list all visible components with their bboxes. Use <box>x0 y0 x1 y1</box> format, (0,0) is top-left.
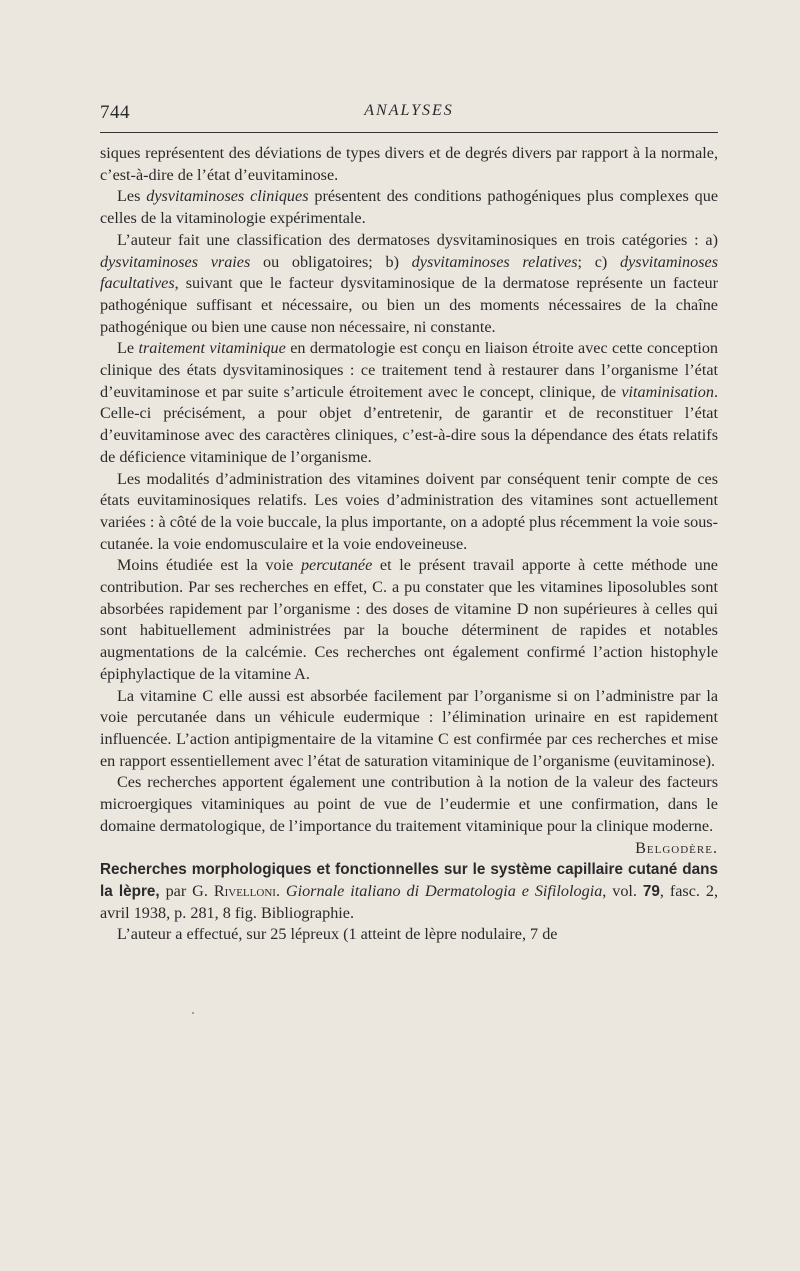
italic-term: vitaminisation <box>621 382 714 401</box>
italic-term: dysvitaminoses vraies <box>100 252 251 271</box>
review-rest: , fasc. 2, avril 1938, p. 281, 8 fig. Bibliographie. <box>100 881 719 922</box>
paragraphs <box>100 143 718 838</box>
text-run: Ces recherches apportent également une contribution à la notion de la valeur des facteurs microergiques vitaminiques au point de vue de l’eudermie et une confirmation, dans le domaine dermatologique, de l’importance du traitement vitaminique pour la clinique moderne. <box>100 773 718 835</box>
text-run: en dermatologie est conçu en liaison étroite avec cette conception clinique des états dysvitaminosiques : ce traitement tend à restaurer dans l’organisme l’état d’euvitaminose et par suite s’articule étroitement avec le concept, clinique, de <box>100 339 719 401</box>
text-run: présentent des conditions pathogéniques plus complexes que celles de la vitaminologie expérimentale. <box>100 187 719 228</box>
italic-term: dysvitaminoses relatives <box>411 252 578 271</box>
paragraph <box>100 186 718 229</box>
italic-term: dysvitaminoses cliniques <box>146 187 309 206</box>
paragraph <box>100 143 718 186</box>
text-run: et le présent travail apporte à cette méthode une contribution. Par ses recherches en effet, C. a pu constater que les vitamines liposolubles sont absorbées rapidement par l’organisme : des doses de vitamine D non supérieures à celles qui sont habituellement administrées par la bouche déterminent de rapides et notables augmentations de la calcémie. Ces recherches ont également confirmé l’action histophyle épiphylactique de la vitamine A. <box>100 556 718 683</box>
paragraph <box>100 469 718 556</box>
paragraph <box>100 338 718 468</box>
text-run: Moins étudiée est la voie <box>117 556 301 575</box>
running-title: ANALYSES <box>364 102 454 119</box>
text-run: L’auteur fait une classification des dermatoses dysvitaminosiques en trois catégories : a) <box>117 230 718 249</box>
text-run: ou obligatoires; b) <box>250 252 412 271</box>
text-run: La vitamine C elle aussi est absorbée facilement par l’organisme si on l’administre par la voie percutanée dans un véhicule eudermique : l’élimination urinaire en est rapidement influencée. L’action antipigmentaire de la vitamine C est confirmée par ces recherches et mise en rapport essentiellement avec l’état de saturation vitaminique de l’organisme (euvitaminose). <box>100 686 718 770</box>
signature: Belgodère. <box>635 838 718 857</box>
review-first-line: L’auteur a effectué, sur 25 lépreux (1 atteint de lèpre nodulaire, 7 de <box>117 925 558 944</box>
text-run: ; c) <box>577 252 620 271</box>
review-journal: Giornale italiano di Dermatologia e Sifilologia <box>285 881 603 900</box>
review-volume: 79 <box>642 882 660 900</box>
review-author: Rivelloni <box>213 881 276 900</box>
text-run: Le <box>117 339 139 358</box>
text-run: , suivant que le facteur dysvitaminosique de la dermatose représente un facteur pathogénique suffisant et nécessaire, ou bien un des moments nécessaires de la chaîne pathogénique ou bien une cause non nécessaire, ni constante. <box>100 274 718 336</box>
italic-term: percutanée <box>300 556 373 575</box>
running-head <box>100 98 718 128</box>
review-by: par G. <box>159 881 214 900</box>
text-run: siques représentent des déviations de types divers et de degrés divers par rapport à la normale, c’est-à-dire de l’état d’euvitaminose. <box>100 144 718 184</box>
stray-dot <box>192 1012 194 1014</box>
page-number: 744 <box>100 102 130 123</box>
paragraph <box>100 772 718 837</box>
text-run: Les <box>117 187 147 206</box>
text-run: Les modalités d’administration des vitamines doivent par conséquent tenir compte de ces états euvitaminosiques relatifs. Les voies d’administration des vitamines sont actuellement variées : à côté de la voie buccale, la plus importante, on a adopté plus récemment la voie sous-cutanée. la voie endomusculaire et la voie endoveineuse. <box>100 469 718 553</box>
review-comma: , vol. <box>602 881 643 900</box>
header-rule <box>100 132 718 133</box>
review-heading <box>100 859 718 924</box>
body-text <box>100 143 718 946</box>
text-run: . Celle-ci précisément, a pour objet d’entretenir, de garantir et de reconstituer l’état d’euvitaminose avec des caractères cliniques, c’est-à-dire sous la dépendance des états relatifs de déficience vitaminique de l’organisme. <box>100 382 718 466</box>
review-after-author: . <box>275 881 286 900</box>
paragraph <box>100 230 718 339</box>
review-title: Recherches morphologiques et fonctionnelles sur le système capillaire cutané dans la lèpre, <box>100 861 718 900</box>
paragraph <box>100 686 718 773</box>
italic-term: traitement vitaminique <box>138 339 286 358</box>
paragraph <box>100 555 718 685</box>
italic-term: dysvitaminoses facultatives <box>100 252 719 293</box>
